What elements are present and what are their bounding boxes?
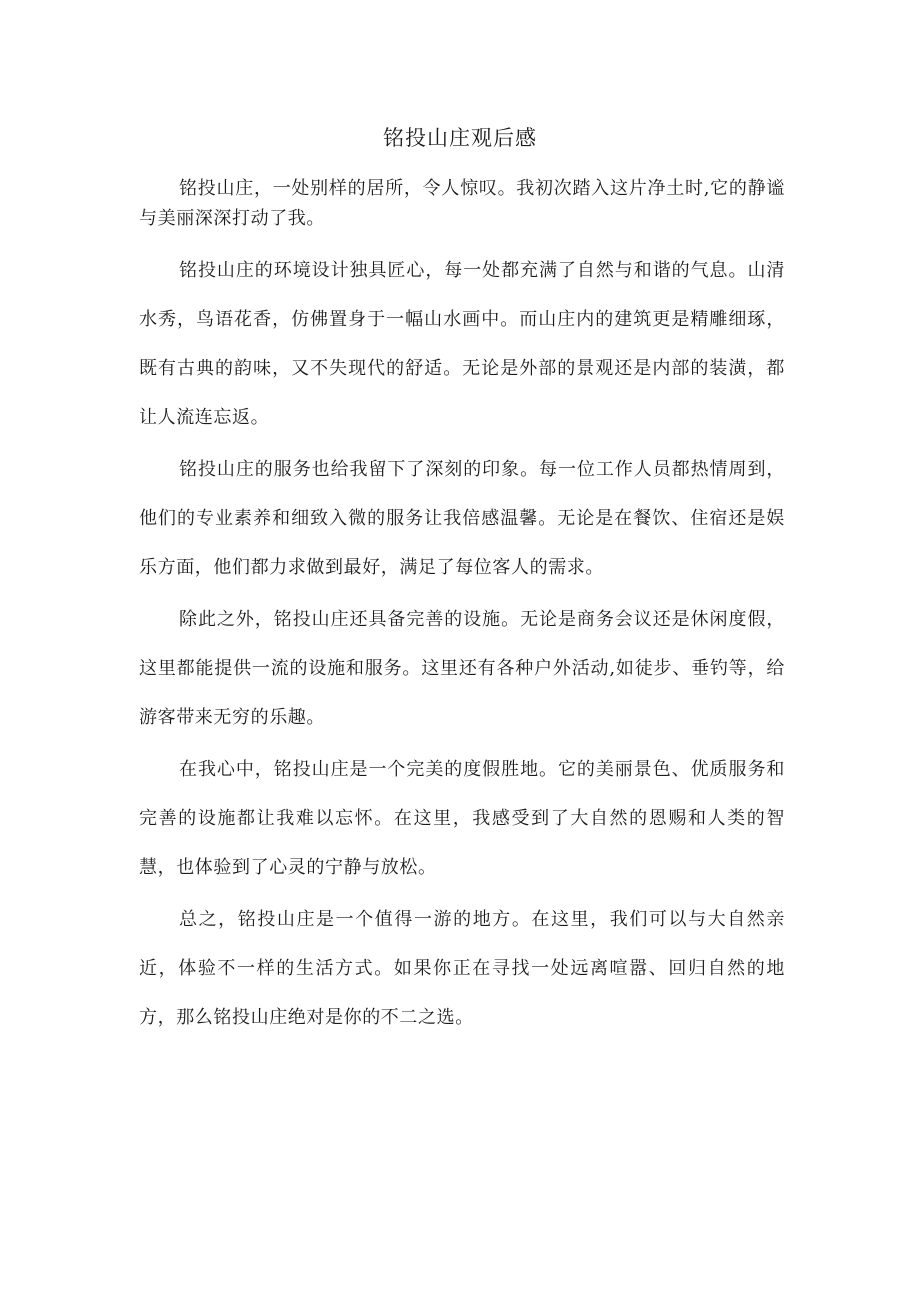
paragraph-impression: 在我心中，铭投山庄是一个完美的度假胜地。它的美丽景色、优质服务和完善的设施都让我难以忘怀。在这里，我感受到了大自然的恩赐和人类的智慧，也体验到了心灵的宁静与放松。 [139,759,785,878]
document-title: 铭投山庄观后感 [383,126,537,150]
paragraph-environment: 铭投山庄的环境设计独具匠心，每一处都充满了自然与和谐的气息。山清水秀，鸟语花香，仿佛置身于一幅山水画中。而山庄内的建筑更是精雕细琢，既有古典的韵味，又不失现代的舒适。无论是外部的景观还是内部的装潢，都让人流连忘返。 [139,260,785,428]
document-body [139,174,785,1045]
paragraph-intro: 铭投山庄，一处别样的居所，令人惊叹。我初次踏入这片净土时,它的静谧与美丽深深打动了我。 [139,178,785,229]
paragraph-facilities: 除此之外，铭投山庄还具备完善的设施。无论是商务会议还是休闲度假，这里都能提供一流的设施和服务。这里还有各种户外活动,如徒步、垂钓等，给游客带来无穷的乐趣。 [139,609,785,728]
paragraph-service: 铭投山庄的服务也给我留下了深刻的印象。每一位工作人员都热情周到，他们的专业素养和细致入微的服务让我倍感温馨。无论是在餐饮、住宿还是娱乐方面，他们都力求做到最好，满足了每位客人的需求。 [139,459,785,578]
paragraph-conclusion: 总之，铭投山庄是一个值得一游的地方。在这里，我们可以与大自然亲近，体验不一样的生活方式。如果你正在寻找一处远离喧嚣、回归自然的地方，那么铭投山庄绝对是你的不二之选。 [139,909,785,1028]
